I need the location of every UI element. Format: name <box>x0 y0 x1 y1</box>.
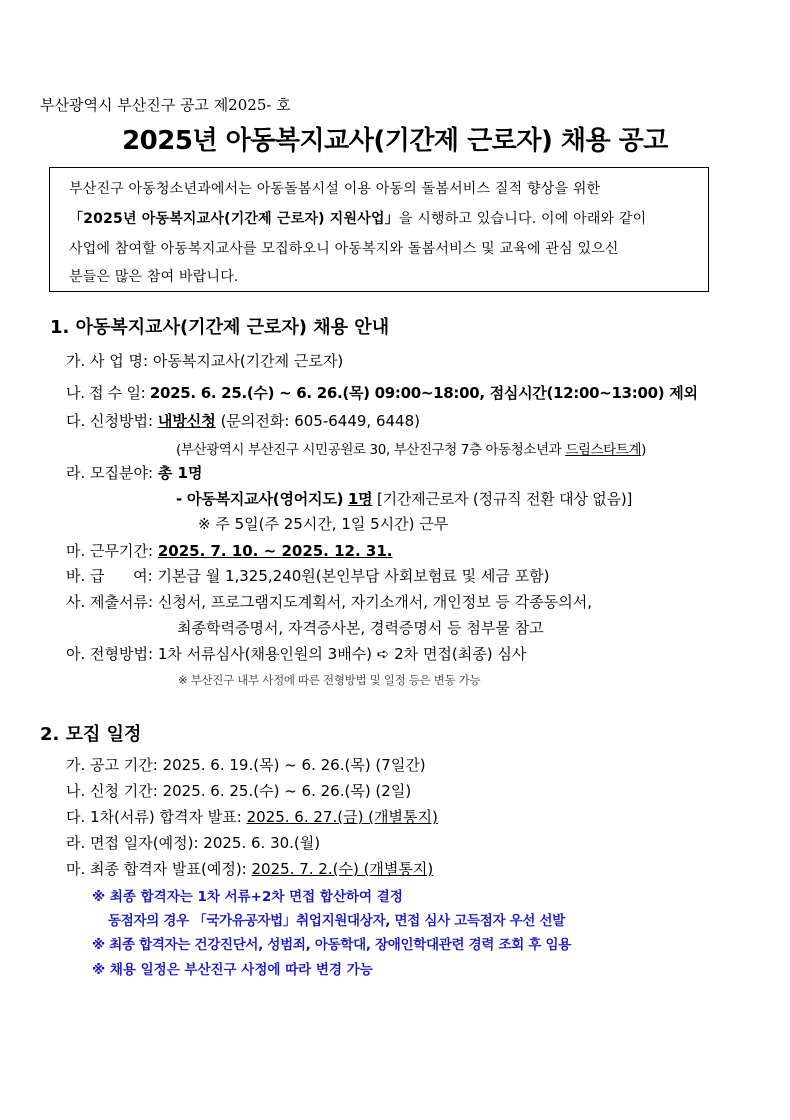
pay-value: 기본급 월 1,325,240원(본인부담 사회보험료 및 세금 포함) <box>157 567 550 585</box>
field-row <box>66 462 202 483</box>
field-note: ※ 주 5일(주 25시간, 1일 5시간) 근무 <box>198 515 449 533</box>
method-value: 내방신청 <box>157 412 216 430</box>
method-label: 다. 신청방법: <box>66 412 154 430</box>
section1-title: 1. 아동복지교사(기간제 근로자) 채용 안내 <box>50 317 390 338</box>
period-label: 마. 근무기간: <box>66 542 154 560</box>
receipt-row <box>66 382 698 403</box>
business-name-row <box>66 350 343 371</box>
intro-line-2-rest: 을 시행하고 있습니다. 이에 아래와 같이 <box>398 211 647 227</box>
schedule-value: 2025. 6. 30.(월) <box>203 834 321 852</box>
period-value: 2025. 7. 10. ~ 2025. 12. 31. <box>157 542 393 560</box>
docs-value-1: 신청서, 프로그램지도계획서, 자기소개서, 개인정보 등 각종동의서, <box>157 593 592 611</box>
method-address-team: 드림스타트계 <box>565 442 642 458</box>
notice-number: 부산광역시 부산진구 공고 제2025- 호 <box>40 96 291 114</box>
schedule-note: ※ 채용 일정은 부산진구 사정에 따라 변경 가능 <box>92 962 373 978</box>
field-detail <box>176 488 632 509</box>
receipt-label: 나. 접 수 일: <box>66 384 146 402</box>
schedule-note: 동점자의 경우 「국가유공자법」취업지원대상자, 면접 심사 고득점자 우선 선발 <box>108 913 565 929</box>
schedule-value: 2025. 7. 2.(수) (개별통지) <box>251 860 434 878</box>
schedule-value: 2025. 6. 25.(수) ~ 6. 26.(목) (2일) <box>162 782 412 800</box>
schedule-label: 마. 최종 합격자 발표(예정): <box>66 860 247 878</box>
schedule-note: ※ 최종 합격자는 1차 서류+2차 면접 합산하여 결정 <box>92 889 403 905</box>
schedule-label: 가. 공고 기간: <box>66 756 158 774</box>
schedule-item <box>66 858 433 879</box>
schedule-note: ※ 최종 합격자는 건강진단서, 성범죄, 아동학대, 장애인학대관련 경력 조회 후 임용 <box>92 937 572 953</box>
intro-line-4: 분들은 많은 참여 바랍니다. <box>69 269 239 285</box>
pay-label: 바. 급 여: <box>66 567 153 585</box>
period-row <box>66 540 392 561</box>
schedule-item <box>66 754 426 775</box>
receipt-value: 2025. 6. 25.(수) ~ 6. 26.(목) 09:00~18:00, 점심시간(12:00~13:00) 제외 <box>149 384 698 402</box>
docs-label: 사. 제출서류: <box>66 593 154 611</box>
intro-line-3: 사업에 참여할 아동복지교사를 모집하오니 아동복지와 돌봄서비스 및 교육에 관심 있으신 <box>69 241 619 257</box>
intro-line-1: 부산진구 아동청소년과에서는 아동돌봄시설 이용 아동의 돌봄서비스 질적 향상을 위한 <box>69 181 601 197</box>
screening-note: ※ 부산진구 내부 사정에 따른 전형방법 및 일정 등은 변동 가능 <box>178 673 481 687</box>
business-label: 가. 사 업 명: <box>66 352 149 370</box>
screening-row <box>66 643 526 664</box>
schedule-item <box>66 832 320 853</box>
method-address-suffix: ) <box>641 442 646 458</box>
screening-label: 아. 전형방법: <box>66 645 154 663</box>
field-detail-position: - 아동복지교사(영어지도) <box>176 490 344 508</box>
field-total: 총 1명 <box>157 464 203 482</box>
field-detail-count: 1명 <box>347 490 373 508</box>
section2-title: 2. 모집 일정 <box>40 724 142 745</box>
schedule-label: 다. 1차(서류) 합격자 발표: <box>66 808 242 826</box>
schedule-label: 라. 면접 일자(예정): <box>66 834 199 852</box>
business-value: 아동복지교사(기간제 근로자) <box>152 352 344 370</box>
page-title: 2025년 아동복지교사(기간제 근로자) 채용 공고 <box>122 126 668 156</box>
schedule-value: 2025. 6. 27.(금) (개별통지) <box>246 808 438 826</box>
screening-value: 1차 서류심사(채용인원의 3배수) ➪ 2차 면접(최종) 심사 <box>157 645 527 663</box>
method-row <box>66 410 420 431</box>
schedule-item <box>66 806 438 827</box>
method-address <box>176 438 646 458</box>
schedule-label: 나. 신청 기간: <box>66 782 158 800</box>
field-label: 라. 모집분야: <box>66 464 154 482</box>
schedule-item <box>66 780 411 801</box>
schedule-value: 2025. 6. 19.(목) ~ 6. 26.(목) (7일간) <box>162 756 426 774</box>
intro-line-2 <box>69 208 646 228</box>
docs-row <box>66 591 592 612</box>
field-detail-type: [기간제근로자 (정규직 전환 대상 없음)] <box>376 490 633 508</box>
method-address-prefix: (부산광역시 부산진구 시민공원로 30, 부산진구청 7층 아동청소년과 <box>176 442 566 458</box>
intro-program-name: 「2025년 아동복지교사(기간제 근로자) 지원사업」 <box>69 211 399 227</box>
intro-box <box>49 167 709 292</box>
pay-row <box>66 565 549 586</box>
docs-value-2: 최종학력증명서, 자격증사본, 경력증명서 등 첨부물 참고 <box>177 619 544 637</box>
method-phone: (문의전화: 605-6449, 6448) <box>220 412 420 430</box>
